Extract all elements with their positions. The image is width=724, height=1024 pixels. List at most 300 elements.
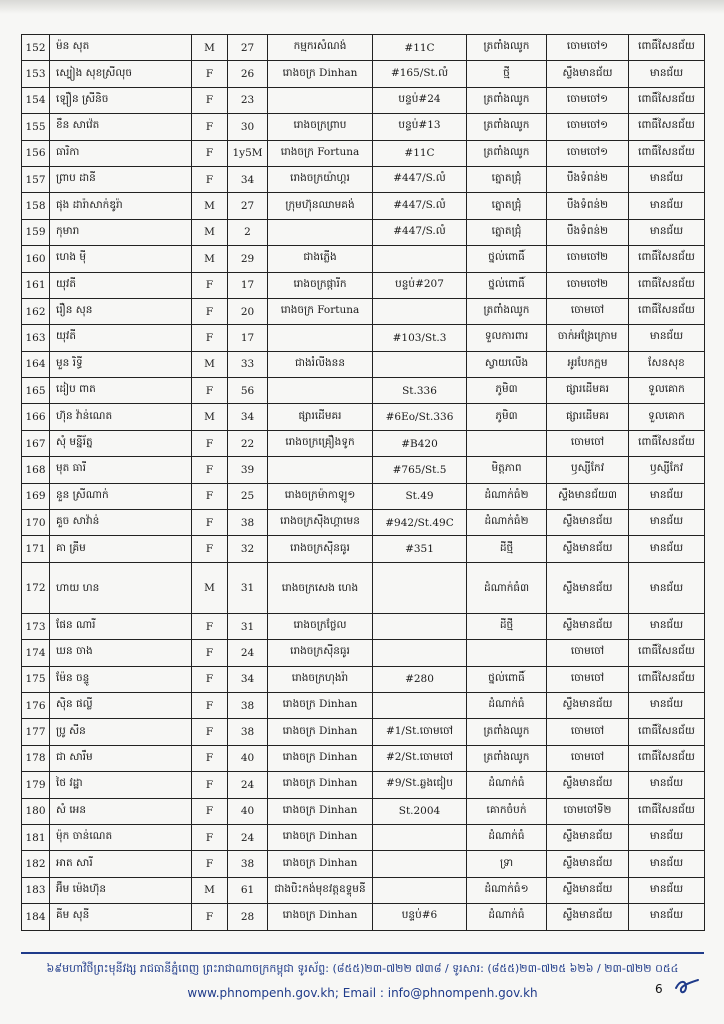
cell-village: ថ្នល់ពោធិ៍ — [467, 272, 547, 298]
cell-house-number: បន្ទប់#24 — [373, 87, 467, 113]
cell-name: ជា សារឹម — [50, 745, 192, 771]
cell-number: 184 — [22, 904, 50, 930]
cell-number: 161 — [22, 272, 50, 298]
cell-age: 20 — [228, 298, 268, 324]
cell-village: ត្រពាំងឈូក — [467, 298, 547, 324]
table-row — [22, 351, 705, 377]
cell-number: 182 — [22, 851, 50, 877]
cell-commune: ស្ទឹងមានជ័យ — [547, 772, 629, 798]
cell-age: 24 — [228, 772, 268, 798]
cell-sex: M — [192, 246, 228, 272]
table-body — [22, 35, 705, 931]
cell-village: ត្រពាំងឈូក — [467, 140, 547, 166]
cell-commune: ចោមចៅទី២ — [547, 798, 629, 824]
cell-name: ស៊ិន ផល្លី — [50, 692, 192, 718]
cell-number: 176 — [22, 692, 50, 718]
cell-workplace: រោងចក្រផ្ការីក — [268, 272, 373, 298]
cell-house-number: បន្ទប់#13 — [373, 114, 467, 140]
cell-village: ដីថ្មី — [467, 536, 547, 562]
cell-sex: M — [192, 877, 228, 903]
cell-workplace: រោងចក្រព្រាប — [268, 114, 373, 140]
cell-number: 166 — [22, 404, 50, 430]
cell-workplace: រោងចក្រសេង ហេង — [268, 562, 373, 613]
cell-number: 155 — [22, 114, 50, 140]
cell-age: 38 — [228, 851, 268, 877]
cell-sex: F — [192, 140, 228, 166]
cell-commune: ចោមចៅ — [547, 298, 629, 324]
cell-number: 165 — [22, 378, 50, 404]
cell-house-number — [373, 851, 467, 877]
table-row — [22, 35, 705, 61]
cell-age: 17 — [228, 272, 268, 298]
cell-commune: ស្ទឹងមានជ័យ — [547, 61, 629, 87]
cell-age: 31 — [228, 613, 268, 639]
cell-village: មិត្តភាព — [467, 457, 547, 483]
cell-sex: F — [192, 61, 228, 87]
cell-house-number: #447/S.លំ — [373, 166, 467, 192]
cell-district: មានជ័យ — [629, 692, 705, 718]
cell-house-number: #765/St.5 — [373, 457, 467, 483]
cell-age: 1y5M — [228, 140, 268, 166]
table-row — [22, 745, 705, 771]
scan-top-edge — [0, 0, 724, 14]
cell-workplace: រោងចក្រស៊ីនធូរ — [268, 536, 373, 562]
cell-village — [467, 640, 547, 666]
table-row — [22, 87, 705, 113]
table-row — [22, 430, 705, 456]
cell-number: 163 — [22, 325, 50, 351]
cell-sex: F — [192, 166, 228, 192]
cell-commune: ស្ទឹងមានជ័យ — [547, 851, 629, 877]
cell-number: 159 — [22, 219, 50, 245]
cell-village: ត្នោតជ្រុំ — [467, 219, 547, 245]
cell-commune: ចោមចៅ — [547, 666, 629, 692]
cell-village: ដំណាក់ធំ២ — [467, 483, 547, 509]
table-row — [22, 114, 705, 140]
cell-number: 157 — [22, 166, 50, 192]
cell-village: ភូមិ៣ — [467, 378, 547, 404]
cell-age: 17 — [228, 325, 268, 351]
cell-commune: ចោមចៅ — [547, 719, 629, 745]
cell-sex: M — [192, 351, 228, 377]
cell-district: សែនសុខ — [629, 351, 705, 377]
cell-workplace: រោងចក្រ Dinhan — [268, 851, 373, 877]
cell-house-number — [373, 692, 467, 718]
cell-age: 27 — [228, 35, 268, 61]
cell-village: ត្នោតជ្រុំ — [467, 166, 547, 192]
footer-address: ៦៩មហាវិថីព្រះមុនីវង្ស រាជធានីភ្នំពេញ ព្រះរាជាណាចក្រកម្ពុជា ទូរស័ព្ទ: (៨៥៥)២៣-៧២២ ៧៣៨ / ទូរសារ: (៨៥៥)២៣-៧២៥ ៦២៦ / ២៣-៧២២ ០៥៤ — [46, 962, 679, 975]
cell-house-number: #103/St.3 — [373, 325, 467, 351]
cell-workplace — [268, 325, 373, 351]
cell-district: មានជ័យ — [629, 219, 705, 245]
cell-commune: ចោមចៅ — [547, 430, 629, 456]
cell-name: គីម សុនី — [50, 904, 192, 930]
cell-house-number: #1/St.ចោមចៅ — [373, 719, 467, 745]
cell-house-number — [373, 613, 467, 639]
cell-number: 180 — [22, 798, 50, 824]
cell-age: 24 — [228, 824, 268, 850]
table-row — [22, 404, 705, 430]
cell-house-number: #9/St.ឆ្លងជៀប — [373, 772, 467, 798]
table-row — [22, 219, 705, 245]
cell-district: មានជ័យ — [629, 904, 705, 930]
cell-village: ដំណាក់ធំ — [467, 692, 547, 718]
cell-age: 2 — [228, 219, 268, 245]
cell-district: ពោធិ៍សែនជ័យ — [629, 298, 705, 324]
cell-name: យុវតី — [50, 325, 192, 351]
cell-district: ពោធិ៍សែនជ័យ — [629, 140, 705, 166]
table-row — [22, 851, 705, 877]
cell-sex: F — [192, 613, 228, 639]
cell-number: 168 — [22, 457, 50, 483]
cell-house-number: #165/St.លំ — [373, 61, 467, 87]
cell-district: ឫស្សីកែវ — [629, 457, 705, 483]
cell-district: ពោធិ៍សែនជ័យ — [629, 430, 705, 456]
cell-village: ថ្នល់ពោធិ៍ — [467, 246, 547, 272]
cell-sex: M — [192, 562, 228, 613]
cell-age: 26 — [228, 61, 268, 87]
cell-workplace: រោងចក្រគ្រឿងទូក — [268, 430, 373, 456]
cell-district: ពោធិ៍សែនជ័យ — [629, 719, 705, 745]
cell-district: មានជ័យ — [629, 772, 705, 798]
cell-number: 175 — [22, 666, 50, 692]
cell-sex: F — [192, 457, 228, 483]
cell-workplace: រោងចក្រ Fortuna — [268, 140, 373, 166]
cell-district: មានជ័យ — [629, 325, 705, 351]
cell-sex: F — [192, 904, 228, 930]
cell-name: គា គ្រីម — [50, 536, 192, 562]
cell-name: ហ៊ុន វ៉ាន់ណេត — [50, 404, 192, 430]
cell-house-number: #2/St.ចោមចៅ — [373, 745, 467, 771]
cell-district: មានជ័យ — [629, 613, 705, 639]
cell-district: ពោធិ៍សែនជ័យ — [629, 87, 705, 113]
cell-workplace: រោងចក្រថ្លែល — [268, 613, 373, 639]
table-row — [22, 640, 705, 666]
cell-house-number — [373, 351, 467, 377]
cell-name: ធារិកា — [50, 140, 192, 166]
cell-commune: ស្ទឹងមានជ័យ — [547, 536, 629, 562]
table-row — [22, 166, 705, 192]
cell-sex: F — [192, 430, 228, 456]
cell-district: មានជ័យ — [629, 166, 705, 192]
table-row — [22, 140, 705, 166]
cell-number: 169 — [22, 483, 50, 509]
cell-sex: F — [192, 692, 228, 718]
cell-number: 170 — [22, 510, 50, 536]
cell-commune: ស្ទឹងមានជ័យ — [547, 562, 629, 613]
cell-number: 154 — [22, 87, 50, 113]
cell-commune: ចោមចៅ១ — [547, 114, 629, 140]
cell-number: 164 — [22, 351, 50, 377]
cell-name: អាត សារី — [50, 851, 192, 877]
cell-commune: ស្ទឹងមានជ័យ — [547, 510, 629, 536]
cell-house-number — [373, 562, 467, 613]
cell-age: 34 — [228, 666, 268, 692]
cell-commune: ស្ទឹងមានជ័យ — [547, 824, 629, 850]
cell-house-number: #942/St.49C — [373, 510, 467, 536]
cell-commune: បឹងទំពន់២ — [547, 193, 629, 219]
cell-district: មានជ័យ — [629, 824, 705, 850]
cell-name: ខឹន សាវ៉េត — [50, 114, 192, 140]
cell-sex: F — [192, 824, 228, 850]
cell-district: ពោធិ៍សែនជ័យ — [629, 745, 705, 771]
cell-age: 61 — [228, 877, 268, 903]
cell-sex: M — [192, 35, 228, 61]
cell-village: ត្រពាំងឈូក — [467, 87, 547, 113]
table-row — [22, 272, 705, 298]
cell-village: ដំណាក់ធំ១ — [467, 877, 547, 903]
cell-house-number: #447/S.លំ — [373, 193, 467, 219]
table-row — [22, 824, 705, 850]
cell-name: ម៉ែន ចន្ទូ — [50, 666, 192, 692]
cell-age: 40 — [228, 798, 268, 824]
cell-number: 153 — [22, 61, 50, 87]
cell-district: ទួលគោក — [629, 378, 705, 404]
cell-village: ត្រពាំងឈូក — [467, 35, 547, 61]
cell-village: ដីថ្មី — [467, 613, 547, 639]
cell-number: 178 — [22, 745, 50, 771]
cell-commune: ឫស្សីកែវ — [547, 457, 629, 483]
cell-district: មានជ័យ — [629, 61, 705, 87]
cell-house-number: St.49 — [373, 483, 467, 509]
cell-district: ពោធិ៍សែនជ័យ — [629, 114, 705, 140]
table-row — [22, 613, 705, 639]
cell-sex: F — [192, 325, 228, 351]
cell-name: ព្រាប ដានី — [50, 166, 192, 192]
cell-district: មានជ័យ — [629, 877, 705, 903]
cell-workplace: រោងចក្រម៉ាកាឡូ១ — [268, 483, 373, 509]
cell-sex: F — [192, 378, 228, 404]
cell-age: 39 — [228, 457, 268, 483]
cell-village: ទ្រា — [467, 851, 547, 877]
cell-village: ដំណាក់ធំ — [467, 824, 547, 850]
table-row — [22, 536, 705, 562]
cell-number: 156 — [22, 140, 50, 166]
cell-name: ប្រូ សីន — [50, 719, 192, 745]
cell-name: ឃន ចាង — [50, 640, 192, 666]
cell-number: 162 — [22, 298, 50, 324]
cell-name: ថៃ វដ្ឋា — [50, 772, 192, 798]
table-row — [22, 325, 705, 351]
cell-commune: ស្ទឹងមានជ័យ — [547, 877, 629, 903]
cell-commune: ចោមចៅ — [547, 745, 629, 771]
cell-village: ដំណាក់ធំ — [467, 772, 547, 798]
case-list-table — [21, 34, 705, 931]
table-row — [22, 666, 705, 692]
cell-age: 30 — [228, 114, 268, 140]
cell-age: 33 — [228, 351, 268, 377]
cell-commune: ចោមចៅ២ — [547, 246, 629, 272]
cell-name: ផែន ណារី — [50, 613, 192, 639]
cell-age: 27 — [228, 193, 268, 219]
cell-workplace: ជាងភ្លើង — [268, 246, 373, 272]
cell-house-number — [373, 640, 467, 666]
cell-name: គួច សាវ៉ាន់ — [50, 510, 192, 536]
cell-district: ពោធិ៍សែនជ័យ — [629, 798, 705, 824]
cell-sex: F — [192, 536, 228, 562]
cell-name: ម៉ុក ចាន់ណេត — [50, 824, 192, 850]
cell-sex: F — [192, 114, 228, 140]
cell-commune: ស្ទឹងមានជ័យ — [547, 692, 629, 718]
cell-workplace: រោងចក្រ Dinhan — [268, 692, 373, 718]
table-row — [22, 510, 705, 536]
cell-name: ដៀប ពាត — [50, 378, 192, 404]
cell-workplace: រោងចក្រស៊ីងហ្គាមេន — [268, 510, 373, 536]
cell-name: រឿន សុន — [50, 298, 192, 324]
cell-village: ស្វាយលើង — [467, 351, 547, 377]
cell-village: ត្រពាំងឈូក — [467, 719, 547, 745]
table-row — [22, 457, 705, 483]
cell-house-number: បន្ទប់#207 — [373, 272, 467, 298]
cell-name: ផុង ដារ៉ាសាក់ឌូរ៉ា — [50, 193, 192, 219]
cell-house-number — [373, 298, 467, 324]
cell-house-number: #447/S.លំ — [373, 219, 467, 245]
cell-number: 174 — [22, 640, 50, 666]
cell-workplace: រោងចក្រ Dinhan — [268, 745, 373, 771]
cell-commune: អូរបែកក្អម — [547, 351, 629, 377]
cell-number: 181 — [22, 824, 50, 850]
cell-name: សុំ មន្នីរ័ត្ន — [50, 430, 192, 456]
cell-village: ភូមិ៣ — [467, 404, 547, 430]
cell-age: 31 — [228, 562, 268, 613]
cell-sex: M — [192, 404, 228, 430]
cell-age: 34 — [228, 166, 268, 192]
cell-workplace: ជាងរំលីងនន — [268, 351, 373, 377]
cell-sex: F — [192, 666, 228, 692]
cell-age: 38 — [228, 692, 268, 718]
footer-contact: www.phnompenh.gov.kh; Email : info@phnompenh.gov.kh — [187, 986, 538, 1000]
cell-district: ពោធិ៍សែនជ័យ — [629, 666, 705, 692]
cell-name: ហេង ម៉ី — [50, 246, 192, 272]
cell-commune: ស្ទឹងមានជ័យ — [547, 904, 629, 930]
cell-workplace: រោងចក្រ Dinhan — [268, 719, 373, 745]
cell-district: មានជ័យ — [629, 483, 705, 509]
cell-number: 158 — [22, 193, 50, 219]
cell-village: ដំណាក់ធំ៣ — [467, 562, 547, 613]
cell-sex: F — [192, 510, 228, 536]
table-row — [22, 562, 705, 613]
cell-name: ហាយ ហន — [50, 562, 192, 613]
cell-name: ម៉ន សុត — [50, 35, 192, 61]
cell-name: សំ អេន — [50, 798, 192, 824]
cell-workplace: រោងចក្រ Dinhan — [268, 798, 373, 824]
cell-name: នួន ស្រីណាក់ — [50, 483, 192, 509]
table-row — [22, 772, 705, 798]
cell-district: មានជ័យ — [629, 510, 705, 536]
cell-number: 179 — [22, 772, 50, 798]
cell-workplace: ក្រុមហ៊ុនឈាមគង់ — [268, 193, 373, 219]
cell-workplace — [268, 457, 373, 483]
handwritten-initial-mark — [672, 976, 702, 998]
cell-commune: ស្ទឹងមានជ័យ — [547, 613, 629, 639]
cell-workplace: ផ្សារដើមគរ — [268, 404, 373, 430]
cell-village — [467, 430, 547, 456]
cell-age: 28 — [228, 904, 268, 930]
cell-number: 183 — [22, 877, 50, 903]
cell-sex: F — [192, 851, 228, 877]
cell-commune: ចោមចៅ២ — [547, 272, 629, 298]
cell-age: 32 — [228, 536, 268, 562]
cell-house-number: #11C — [373, 140, 467, 166]
cell-workplace: រោងចក្រស៊ីនធូរ — [268, 640, 373, 666]
cell-house-number: #6Eo/St.336 — [373, 404, 467, 430]
cell-village: ត្នោតជ្រុំ — [467, 193, 547, 219]
table-row — [22, 692, 705, 718]
cell-number: 177 — [22, 719, 50, 745]
cell-district: ពោធិ៍សែនជ័យ — [629, 640, 705, 666]
cell-name: មុត ធារី — [50, 457, 192, 483]
cell-commune: ផ្សារដើមគរ — [547, 378, 629, 404]
cell-district: ទួលគោក — [629, 404, 705, 430]
footer-divider — [21, 952, 704, 954]
cell-age: 29 — [228, 246, 268, 272]
table-row — [22, 877, 705, 903]
cell-workplace: រោងចក្រ Dinhan — [268, 904, 373, 930]
cell-age: 38 — [228, 719, 268, 745]
cell-number: 173 — [22, 613, 50, 639]
cell-village: ត្រពាំងឈូក — [467, 745, 547, 771]
cell-commune: ចោមចៅ — [547, 640, 629, 666]
cell-district: ពោធិ៍សែនជ័យ — [629, 272, 705, 298]
cell-workplace — [268, 219, 373, 245]
cell-house-number: #B420 — [373, 430, 467, 456]
cell-house-number: St.336 — [373, 378, 467, 404]
cell-district: ពោធិ៍សែនជ័យ — [629, 35, 705, 61]
cell-commune: ចោមចៅ១ — [547, 35, 629, 61]
cell-age: 22 — [228, 430, 268, 456]
cell-village: ដំណាក់ធំ — [467, 904, 547, 930]
cell-district: មានជ័យ — [629, 193, 705, 219]
cell-village: ថ្មី — [467, 61, 547, 87]
cell-village: គោកចំបក់ — [467, 798, 547, 824]
cell-commune: ស្ទឹងមានជ័យ៣ — [547, 483, 629, 509]
cell-sex: F — [192, 483, 228, 509]
cell-village: ថ្នល់ពោធិ៍ — [467, 666, 547, 692]
cell-commune: បឹងទំពន់២ — [547, 219, 629, 245]
table-row — [22, 378, 705, 404]
cell-name: មួន រិទ្ធី — [50, 351, 192, 377]
cell-sex: F — [192, 798, 228, 824]
cell-number: 167 — [22, 430, 50, 456]
cell-village: ដំណាក់ធំ២ — [467, 510, 547, 536]
cell-name: ឡឿន ស្រីនិច — [50, 87, 192, 113]
cell-age: 56 — [228, 378, 268, 404]
cell-sex: F — [192, 745, 228, 771]
cell-house-number — [373, 877, 467, 903]
cell-district: មានជ័យ — [629, 562, 705, 613]
cell-sex: F — [192, 272, 228, 298]
cell-age: 34 — [228, 404, 268, 430]
cell-age: 38 — [228, 510, 268, 536]
table-row — [22, 719, 705, 745]
cell-district: ពោធិ៍សែនជ័យ — [629, 246, 705, 272]
cell-house-number: #11C — [373, 35, 467, 61]
cell-name: អ៊ឹម ម៉េងហ៊ុន — [50, 877, 192, 903]
cell-house-number — [373, 246, 467, 272]
cell-age: 24 — [228, 640, 268, 666]
cell-village: ទួលការពារ — [467, 325, 547, 351]
cell-number: 172 — [22, 562, 50, 613]
cell-workplace: រោងចក្រយ៉ាហ្គរ — [268, 166, 373, 192]
table-row — [22, 61, 705, 87]
cell-name: យុវតី — [50, 272, 192, 298]
cell-workplace: រោងចក្រ Dinhan — [268, 772, 373, 798]
cell-workplace: ជាងបិះកង់មុខវត្តឧទ្ទុមនី — [268, 877, 373, 903]
cell-district: មានជ័យ — [629, 851, 705, 877]
cell-sex: F — [192, 719, 228, 745]
cell-name: ស្បៀង សុខស្រីលុច — [50, 61, 192, 87]
cell-village: ត្រពាំងឈូក — [467, 114, 547, 140]
